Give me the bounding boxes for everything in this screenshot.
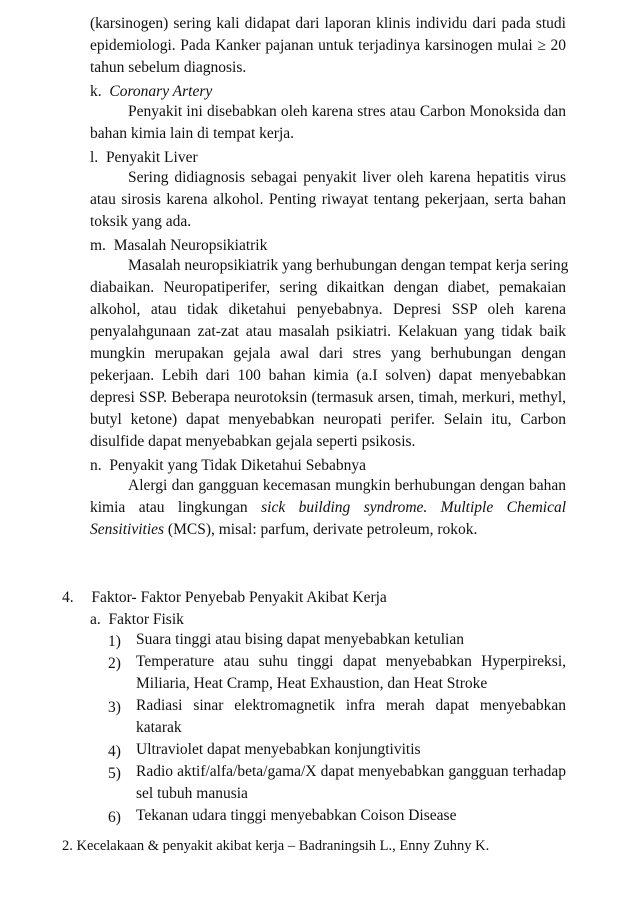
heading-title: Penyakit Liver [105,149,198,166]
list-item [136,741,566,763]
text-line: bahan kimia lain di tempat kerja. [90,125,295,142]
item-number: 4) [108,743,121,760]
text-line: toksik yang ada. [90,213,192,230]
text-line: diabaikan. Neuropatiperifer, sering dikaitkan dengan diabet, pemakaian [90,279,566,296]
list-item [136,807,566,829]
heading-title: Penyakit yang Tidak Diketahui Sebabnya [109,457,366,474]
text-line: mungkin merupakan gejala awal dari stres yang berhubungan dengan [90,345,566,362]
item-number: 2) [108,655,121,672]
list-marker: l. [90,149,99,166]
heading-title: Masalah Neuropsikiatrik [113,237,268,254]
item-number: 5) [108,765,121,782]
paragraph-l [90,169,566,235]
text-line: sel tubuh manusia [136,785,248,802]
text-line: Masalah neuropsikiatrik yang berhubungan dengan tempat kerja sering [128,257,569,274]
list-marker: k. [90,83,102,100]
list-item [136,653,566,697]
paragraph-k [90,103,566,147]
section-4-heading [62,587,387,609]
paragraph-n [90,477,566,543]
heading-n [90,455,366,477]
paragraph-m [90,257,569,455]
text-line: Sering didiagnosis sebagai penyakit liver oleh karena hepatitis virus [128,169,566,186]
list-marker: m. [90,237,106,254]
text-line: Penyakit ini disebabkan oleh karena stres atau Carbon Monoksida dan [128,103,566,120]
heading-m [90,235,267,257]
item-number: 3) [108,699,121,716]
heading-l [90,147,198,169]
item-number: 6) [108,809,121,826]
text-line: disulfide dapat menyebabkan gejala seperti psikosis. [90,433,416,450]
text-line: Temperature atau suhu tinggi dapat menyebabkan Hyperpireksi, [136,653,566,670]
text-line: epidemiologi. Pada Kanker pajanan untuk terjadinya karsinogen mulai ≥ 20 [90,37,566,54]
list-marker: n. [90,457,102,474]
text-line: Radiasi sinar elektromagnetik infra merah dapat menyebabkan [136,697,566,714]
text-line: Tekanan udara tinggi menyebabkan Coison Disease [136,807,457,824]
text-line: Alergi dan gangguan kecemasan mungkin berhubungan dengan bahan [128,477,566,494]
heading-title: Coronary Artery [109,83,213,100]
list-item [136,697,566,741]
text-line: atau sirosis karena alkohol. Penting riwayat tentang pekerjaan, serta bahan [90,191,566,208]
text-line: Miliaria, Heat Cramp, Heat Exhaustion, dan Heat Stroke [136,675,488,692]
text-line: butyl ketone) dapat menyebabkan neuropati perifer. Selain itu, Carbon [90,411,566,428]
heading-faktor-fisik [90,609,184,631]
text-line: Ultraviolet dapat menyebabkan konjungtivitis [136,741,421,758]
text-line: (karsinogen) sering kali didapat dari laporan klinis individu dari pada studi [90,15,566,32]
text-line: kimia atau lingkungan sick building syndrome. Multiple Chemical [90,499,567,516]
heading-title: Faktor Fisik [108,611,184,628]
text-line: penyalahgunaan zat-zat atau masalah psikiatri. Kelakuan yang tidak baik [90,323,566,340]
text-line: katarak [136,719,182,736]
section-number: 4. [62,589,74,606]
list-item [136,631,566,653]
text-line: tahun sebelum diagnosis. [90,59,247,76]
item-number: 1) [108,633,121,650]
text-line: Sensitivities (MCS), misal: parfum, derivate petroleum, rokok. [90,521,478,538]
text-line: Radio aktif/alfa/beta/gama/X dapat menyebabkan gangguan terhadap [136,763,566,780]
section-title: Faktor- Faktor Penyebab Penyakit Akibat Kerja [91,589,387,606]
text-line: pekerjaan. Lebih dari 100 bahan kimia (a.I solven) dapat menyebabkan [90,367,566,384]
paragraph-carcinogen [90,15,566,81]
text-line: alkohol, atau tidak diketahui penyebabnya. Depresi SSP oleh karena [90,301,566,318]
text-line: depresi SSP. Beberapa neurotoksin (termasuk arsen, timah, merkuri, methyl, [90,389,566,406]
heading-k [90,81,212,103]
list-marker: a. [90,611,101,628]
page-footer: 2. Kecelakaan & penyakit akibat kerja – Badraningsih L., Enny Zuhny K. [62,838,490,854]
list-item [136,763,566,807]
text-line: Suara tinggi atau bising dapat menyebabkan ketulian [136,631,464,648]
